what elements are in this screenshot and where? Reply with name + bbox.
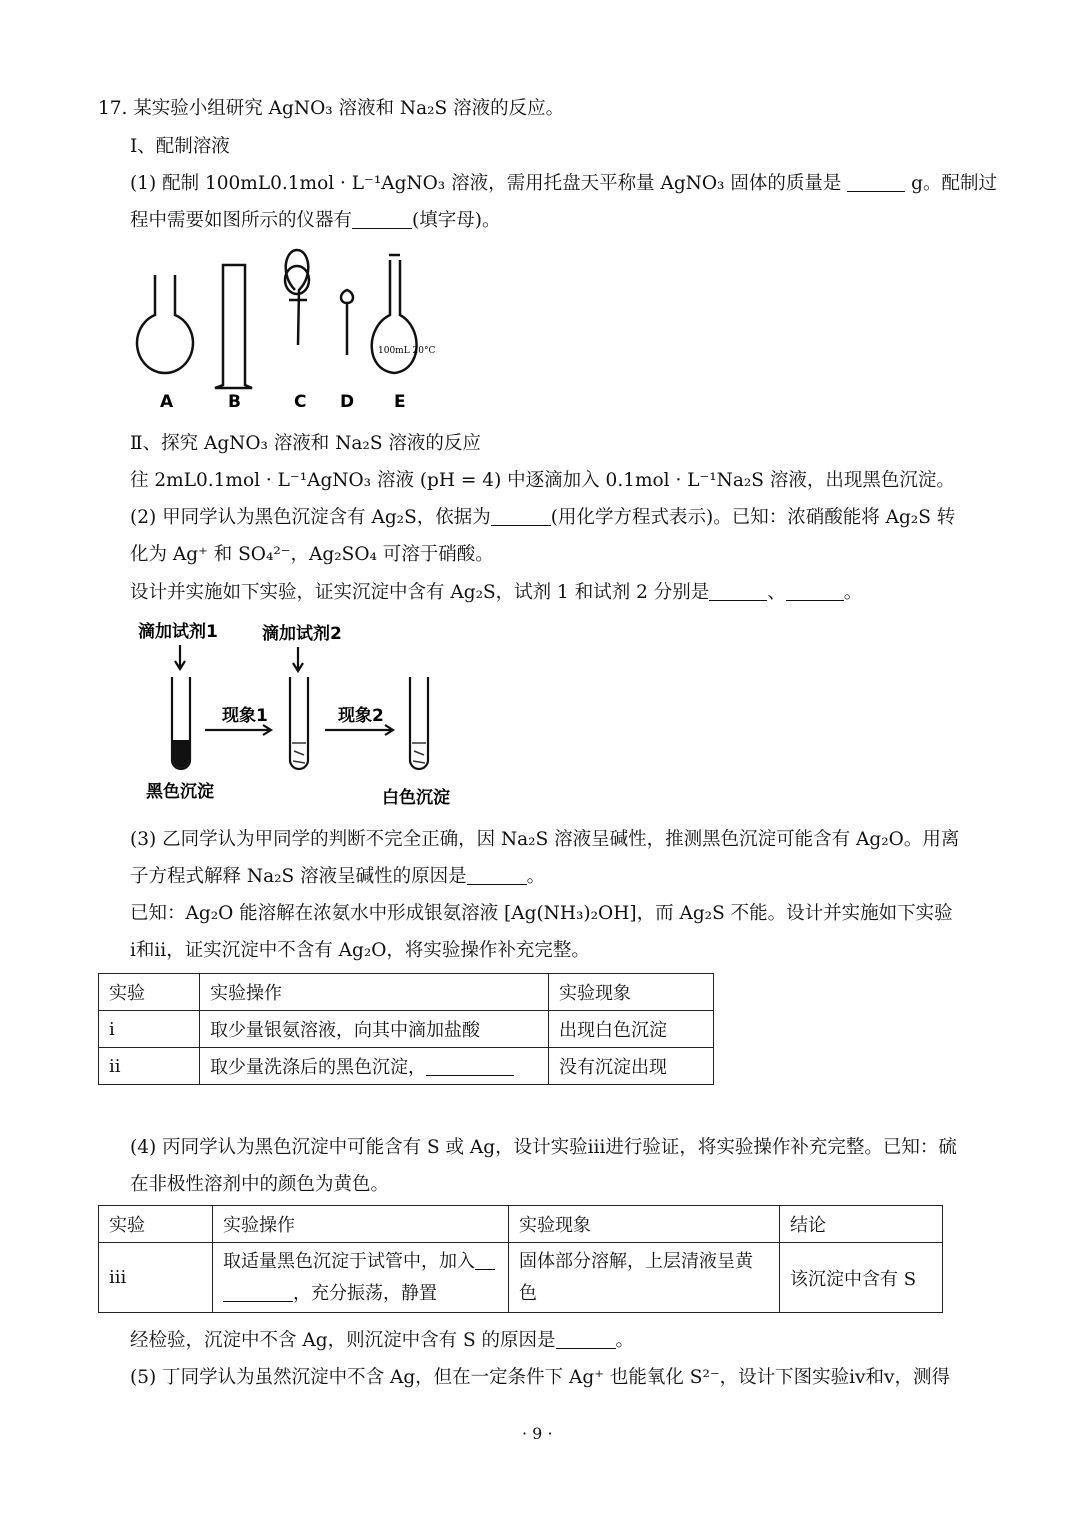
part2-intro: 往 2mL0.1mol · L⁻¹AgNO₃ 溶液 (pH = 4) 中逐滴加入 0.1mol · L⁻¹Na₂S 溶液，出现黑色沉淀。 [130, 470, 955, 491]
answer-blank[interactable] [426, 1057, 514, 1076]
table-experiments-2 [98, 1205, 943, 1313]
cell: 出现白色沉淀 [549, 1011, 714, 1048]
text: 子方程式解释 Na₂S 溶液呈碱性的原因是 [130, 866, 467, 887]
cell: 该沉淀中含有 S [780, 1243, 943, 1313]
answer-blank[interactable] [709, 582, 767, 602]
answer-blank[interactable] [467, 866, 527, 886]
dropper [341, 290, 353, 355]
q5-line1: (5) 丁同学认为虽然沉淀中不含 Ag，但在一定条件下 Ag⁺ 也能氧化 S²⁻，设计下图实验ⅳ和ⅴ，测得 [130, 1367, 950, 1388]
cell: 没有沉淀出现 [549, 1048, 714, 1085]
label-d: D [340, 392, 355, 412]
text: 经检验，沉淀中不含 Ag，则沉淀中含有 S 的原因是 [130, 1330, 556, 1351]
tube-2 [290, 677, 308, 769]
label-e: E [394, 392, 406, 412]
table-row [99, 1048, 714, 1085]
part2-title: Ⅱ、探究 AgNO₃ 溶液和 Na₂S 溶液的反应 [130, 433, 481, 454]
q2-line1 [130, 503, 955, 529]
page-number: · 9 · [522, 1424, 553, 1443]
text: 程中需要如图所示的仪器有 [130, 210, 353, 231]
q3-line1: (3) 乙同学认为甲同学的判断不完全正确，因 Na₂S 溶液呈碱性，推测黑色沉淀可能含有 Ag₂O。用离 [130, 829, 960, 850]
label-a: A [160, 392, 174, 412]
experiment-flow-figure [130, 615, 470, 815]
q2-line3 [130, 578, 862, 604]
q4-line1: (4) 丙同学认为黑色沉淀中可能含有 S 或 Ag，设计实验ⅲ进行验证，将实验操作补充完整。已知：硫 [130, 1137, 957, 1158]
q1-line1 [130, 169, 997, 195]
answer-blank[interactable] [847, 173, 905, 193]
text: 、 [767, 582, 786, 603]
text: 。 [526, 866, 546, 887]
cell: ⅲ [99, 1243, 213, 1313]
answer-blank[interactable] [475, 1251, 495, 1270]
header-cell: 实验 [99, 1206, 213, 1243]
label-c: C [294, 392, 307, 412]
label-b: B [228, 392, 241, 412]
tube-3 [410, 677, 428, 769]
graduated-cylinder [215, 265, 252, 388]
cell [200, 1048, 549, 1085]
round-bottom-flask [137, 275, 193, 373]
question-header: 17. 某实验小组研究 AgNO₃ 溶液和 Na₂S 溶液的反应。 [98, 98, 565, 119]
text: 。 [843, 582, 863, 603]
text: (1) 配制 100mL0.1mol · L⁻¹AgNO₃ 溶液，需用托盘天平称量 AgNO₃ 固体的质量是 [130, 173, 842, 194]
reagent1-label: 滴加试剂1 [138, 622, 218, 642]
text: ，充分振荡，静置 [293, 1282, 437, 1304]
text: 固体部分溶解，上层清液呈黄 [519, 1250, 753, 1272]
text: g。配制过 [911, 173, 997, 194]
table-experiments-1 [98, 973, 714, 1085]
header-cell: 实验现象 [549, 974, 714, 1011]
q1-line2 [130, 206, 500, 232]
answer-blank[interactable] [223, 1283, 293, 1302]
answer-blank[interactable] [491, 507, 551, 527]
text: 取适量黑色沉淀于试管中，加入 [223, 1250, 475, 1272]
apparatus-figure [120, 245, 450, 415]
text: 色 [519, 1282, 537, 1304]
q4-line2: 在非极性溶剂中的颜色为黄色。 [130, 1174, 390, 1195]
header-cell: 实验 [99, 974, 200, 1011]
header-cell: 结论 [780, 1206, 943, 1243]
text: (用化学方程式表示)。已知：浓硝酸能将 Ag₂S 转 [550, 507, 956, 528]
answer-blank[interactable] [352, 210, 412, 230]
table-row [99, 1243, 943, 1313]
header-cell: 实验操作 [213, 1206, 509, 1243]
table-header-row [99, 1206, 943, 1243]
cell [213, 1243, 509, 1313]
answer-blank[interactable] [786, 582, 844, 602]
q4-line3 [130, 1326, 634, 1352]
flask-label: 100mL 20°C [378, 346, 436, 356]
text: 设计并实施如下实验，证实沉淀中含有 Ag₂S，试剂 1 和试剂 2 分别是 [130, 582, 710, 603]
phenom2-label: 现象2 [338, 706, 384, 726]
cell [509, 1243, 780, 1313]
reagent2-label: 滴加试剂2 [262, 624, 342, 644]
q2-line2: 化为 Ag⁺ 和 SO₄²⁻，Ag₂SO₄ 可溶于硝酸。 [130, 544, 494, 565]
table-row [99, 1011, 714, 1048]
white-ppt-label: 白色沉淀 [382, 788, 450, 808]
text: (填字母)。 [412, 210, 501, 231]
cell: 取少量银氨溶液，向其中滴加盐酸 [200, 1011, 549, 1048]
header-cell: 实验操作 [200, 974, 549, 1011]
part1-title: Ⅰ、配制溶液 [130, 136, 230, 157]
q3-line3: 已知：Ag₂O 能溶解在浓氨水中形成银氨溶液 [Ag(NH₃)₂OH]，而 Ag₂S 不能。设计并实施如下实验 [130, 903, 953, 924]
header-cell: 实验现象 [509, 1206, 780, 1243]
cell: ⅱ [99, 1048, 200, 1085]
table-header-row [99, 974, 714, 1011]
text: 。 [615, 1330, 635, 1351]
black-ppt-label: 黑色沉淀 [146, 782, 214, 802]
separatory-funnel [286, 250, 309, 345]
cell: ⅰ [99, 1011, 200, 1048]
phenom1-label: 现象1 [222, 706, 268, 726]
text: (2) 甲同学认为黑色沉淀含有 Ag₂S，依据为 [130, 507, 491, 528]
q3-line4: ⅰ和ⅱ，证实沉淀中不含有 Ag₂O，将实验操作补充完整。 [130, 940, 590, 961]
answer-blank[interactable] [556, 1330, 616, 1350]
q3-line2 [130, 862, 545, 888]
text: 取少量洗涤后的黑色沉淀， [210, 1057, 426, 1078]
